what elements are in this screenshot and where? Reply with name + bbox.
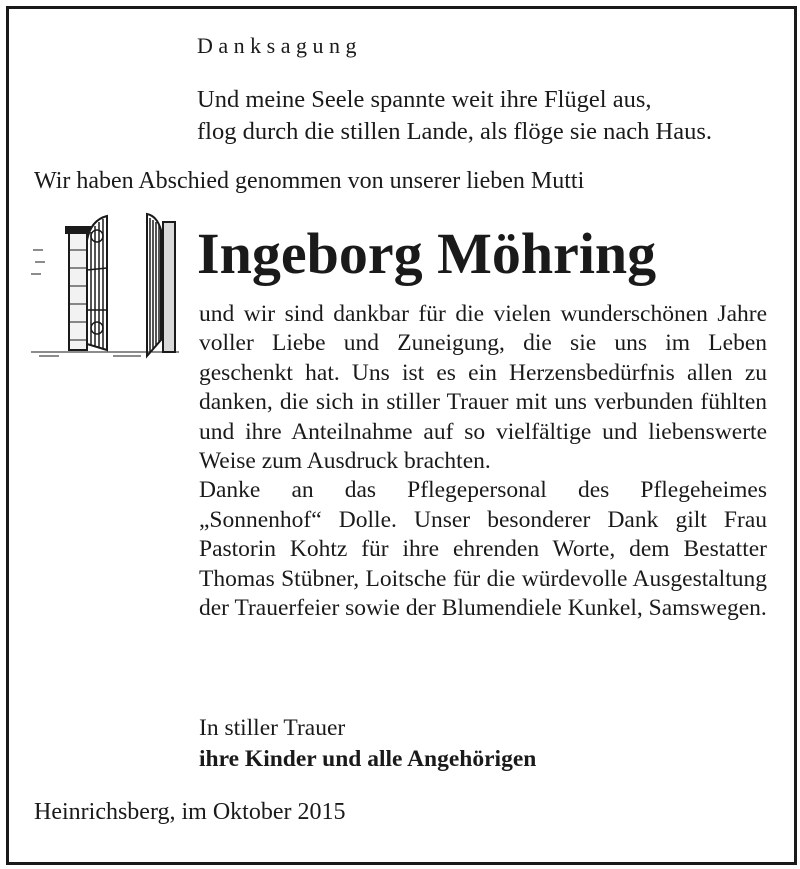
place-date: Heinrichsberg, im Oktober 2015 [34,799,346,825]
thanks-paragraph-1: und wir sind dankbar für die vielen wunderschönen Jahre voller Liebe und Zuneigung, die sie uns im Leben geschenkt hat. Uns ist es ein Herzensbedürfnis allen zu danken, die sich in stiller Trauer mit uns verbunden fühlten und ihre Anteilnahme auf so vielfältige und liebenswerte Weise zum Ausdruck brachten. [199,301,767,475]
poem [197,84,712,148]
thanks-paragraph-2: Danke an das Pflegepersonal des Pflegeheimes „Sonnenhof“ Dolle. Unser besonderer Dank gilt Frau Pastorin Kohtz für ihre ehrenden Worte, dem Bestatter Thomas Stübner, Loitsche für die würdevolle Ausgestaltung der Trauerfeier sowie der Blumendiele Kunkel, Samswegen. [199,477,767,622]
intro-text: Wir haben Abschied genommen von unserer lieben Mutti [34,168,585,194]
signature: ihre Kinder und alle Angehörigen [199,746,537,772]
open-gate-icon [29,210,181,360]
thanks-text [199,300,767,623]
closing [199,713,536,775]
deceased-name: Ingeborg Möhring [197,221,657,286]
poem-line-1: Und meine Seele spannte weit ihre Flügel aus, [197,86,652,113]
poem-line-2: flog durch die stillen Lande, als flöge sie nach Haus. [197,118,713,145]
closing-line: In stiller Trauer [199,715,346,741]
notice-heading: Danksagung [197,33,362,58]
